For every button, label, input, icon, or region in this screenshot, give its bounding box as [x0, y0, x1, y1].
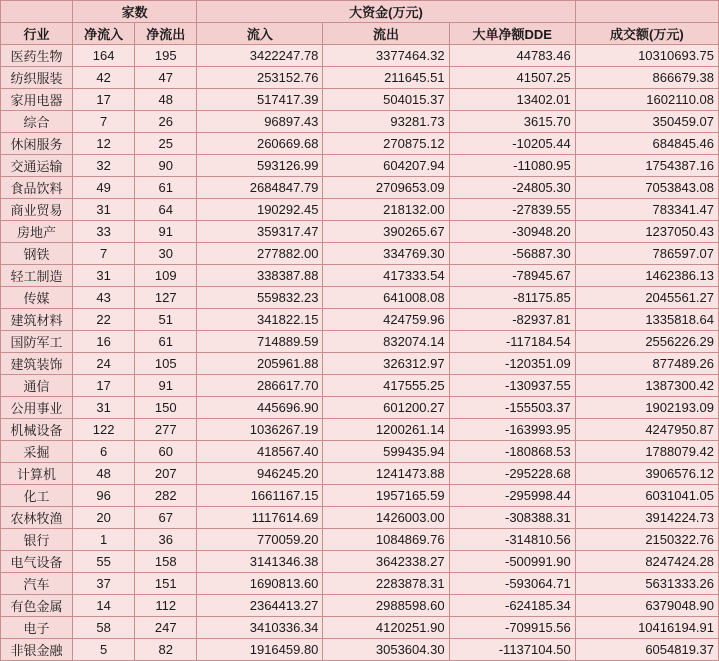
cell-turnover: 684845.46 [575, 133, 718, 155]
table-row[interactable] [1, 67, 719, 89]
cell-turnover: 2150322.76 [575, 529, 718, 551]
cell-turnover: 6031041.05 [575, 485, 718, 507]
cell-turnover: 350459.07 [575, 111, 718, 133]
cell-turnover: 786597.07 [575, 243, 718, 265]
cell-dde: -155503.37 [449, 397, 575, 419]
cell-net-outflow-count: 127 [135, 287, 197, 309]
cell-turnover: 783341.47 [575, 199, 718, 221]
cell-sector: 钢铁 [1, 243, 73, 265]
cell-dde: -27839.55 [449, 199, 575, 221]
cell-dde: -56887.30 [449, 243, 575, 265]
cell-net-outflow-count: 61 [135, 177, 197, 199]
cell-dde: -709915.56 [449, 617, 575, 639]
cell-net-inflow-count: 49 [73, 177, 135, 199]
cell-inflow: 253152.76 [197, 67, 323, 89]
cell-outflow: 93281.73 [323, 111, 449, 133]
cell-sector: 纺织服装 [1, 67, 73, 89]
cell-outflow: 326312.97 [323, 353, 449, 375]
table-row[interactable] [1, 111, 719, 133]
cell-net-outflow-count: 207 [135, 463, 197, 485]
cell-inflow: 418567.40 [197, 441, 323, 463]
cell-net-outflow-count: 25 [135, 133, 197, 155]
table-row[interactable] [1, 177, 719, 199]
cell-turnover: 1335818.64 [575, 309, 718, 331]
cell-dde: -180868.53 [449, 441, 575, 463]
cell-inflow: 338387.88 [197, 265, 323, 287]
cell-inflow: 2684847.79 [197, 177, 323, 199]
cell-sector: 计算机 [1, 463, 73, 485]
cell-inflow: 445696.90 [197, 397, 323, 419]
cell-net-inflow-count: 37 [73, 573, 135, 595]
cell-inflow: 286617.70 [197, 375, 323, 397]
cell-outflow: 417555.25 [323, 375, 449, 397]
cell-dde: -1137104.50 [449, 639, 575, 661]
cell-turnover: 3914224.73 [575, 507, 718, 529]
table-header [1, 1, 719, 45]
cell-sector: 银行 [1, 529, 73, 551]
cell-net-outflow-count: 48 [135, 89, 197, 111]
header-group-row [1, 1, 719, 23]
cell-outflow: 2283878.31 [323, 573, 449, 595]
cell-net-outflow-count: 67 [135, 507, 197, 529]
cell-net-inflow-count: 33 [73, 221, 135, 243]
cell-net-inflow-count: 12 [73, 133, 135, 155]
cell-outflow: 334769.30 [323, 243, 449, 265]
cell-outflow: 832074.14 [323, 331, 449, 353]
column-header-turnover[interactable]: 成交额(万元) [575, 23, 718, 45]
table-row[interactable] [1, 463, 719, 485]
cell-outflow: 3377464.32 [323, 45, 449, 67]
cell-net-outflow-count: 30 [135, 243, 197, 265]
cell-inflow: 341822.15 [197, 309, 323, 331]
cell-dde: -624185.34 [449, 595, 575, 617]
cell-inflow: 1661167.15 [197, 485, 323, 507]
cell-turnover: 7053843.08 [575, 177, 718, 199]
column-header-dde[interactable]: 大单净额DDE [449, 23, 575, 45]
cell-inflow: 359317.47 [197, 221, 323, 243]
cell-inflow: 277882.00 [197, 243, 323, 265]
cell-outflow: 390265.67 [323, 221, 449, 243]
cell-outflow: 1426003.00 [323, 507, 449, 529]
cell-net-outflow-count: 158 [135, 551, 197, 573]
cell-net-inflow-count: 1 [73, 529, 135, 551]
cell-dde: -593064.71 [449, 573, 575, 595]
table-row[interactable] [1, 639, 719, 661]
table-row[interactable] [1, 419, 719, 441]
cell-net-inflow-count: 42 [73, 67, 135, 89]
cell-inflow: 96897.43 [197, 111, 323, 133]
cell-inflow: 3410336.34 [197, 617, 323, 639]
cell-outflow: 1084869.76 [323, 529, 449, 551]
cell-dde: -120351.09 [449, 353, 575, 375]
cell-dde: -117184.54 [449, 331, 575, 353]
cell-outflow: 1957165.59 [323, 485, 449, 507]
cell-inflow: 517417.39 [197, 89, 323, 111]
header-column-row [1, 23, 719, 45]
cell-sector: 轻工制造 [1, 265, 73, 287]
table-row[interactable] [1, 573, 719, 595]
table-row[interactable] [1, 243, 719, 265]
cell-net-outflow-count: 36 [135, 529, 197, 551]
cell-net-inflow-count: 32 [73, 155, 135, 177]
cell-dde: -78945.67 [449, 265, 575, 287]
cell-net-inflow-count: 164 [73, 45, 135, 67]
cell-turnover: 1387300.42 [575, 375, 718, 397]
cell-turnover: 4247950.87 [575, 419, 718, 441]
cell-sector: 家用电器 [1, 89, 73, 111]
cell-sector: 通信 [1, 375, 73, 397]
table-row[interactable] [1, 309, 719, 331]
table-row[interactable] [1, 551, 719, 573]
cell-net-outflow-count: 150 [135, 397, 197, 419]
cell-turnover: 6379048.90 [575, 595, 718, 617]
cell-outflow: 601200.27 [323, 397, 449, 419]
cell-inflow: 593126.99 [197, 155, 323, 177]
cell-inflow: 2364413.27 [197, 595, 323, 617]
cell-inflow: 1117614.69 [197, 507, 323, 529]
table-row[interactable] [1, 485, 719, 507]
cell-net-inflow-count: 22 [73, 309, 135, 331]
cell-net-inflow-count: 31 [73, 265, 135, 287]
cell-inflow: 3141346.38 [197, 551, 323, 573]
cell-net-inflow-count: 17 [73, 89, 135, 111]
cell-turnover: 1788079.42 [575, 441, 718, 463]
cell-inflow: 205961.88 [197, 353, 323, 375]
cell-sector: 汽车 [1, 573, 73, 595]
cell-net-outflow-count: 64 [135, 199, 197, 221]
cell-dde: -10205.44 [449, 133, 575, 155]
header-group-blank [1, 1, 73, 23]
table-row[interactable] [1, 353, 719, 375]
cell-inflow: 946245.20 [197, 463, 323, 485]
header-group-count: 家数 [73, 1, 197, 23]
cell-outflow: 270875.12 [323, 133, 449, 155]
cell-turnover: 2556226.29 [575, 331, 718, 353]
table-row[interactable] [1, 155, 719, 177]
cell-sector: 房地产 [1, 221, 73, 243]
cell-sector: 食品饮料 [1, 177, 73, 199]
cell-net-inflow-count: 7 [73, 111, 135, 133]
cell-dde: 13402.01 [449, 89, 575, 111]
column-header-outflow[interactable]: 流出 [323, 23, 449, 45]
column-header-sector[interactable]: 行业 [1, 23, 73, 45]
cell-sector: 电子 [1, 617, 73, 639]
cell-turnover: 1602110.08 [575, 89, 718, 111]
cell-outflow: 4120251.90 [323, 617, 449, 639]
table-row[interactable] [1, 595, 719, 617]
cell-dde: -163993.95 [449, 419, 575, 441]
cell-outflow: 641008.08 [323, 287, 449, 309]
cell-turnover: 1237050.43 [575, 221, 718, 243]
cell-dde: -24805.30 [449, 177, 575, 199]
cell-outflow: 417333.54 [323, 265, 449, 287]
cell-net-inflow-count: 48 [73, 463, 135, 485]
table-row[interactable] [1, 199, 719, 221]
cell-sector: 休闲服务 [1, 133, 73, 155]
cell-turnover: 1462386.13 [575, 265, 718, 287]
header-group-money: 大资金(万元) [197, 1, 576, 23]
cell-inflow: 260669.68 [197, 133, 323, 155]
column-header-net-inflow-count[interactable]: 净流入 [73, 23, 135, 45]
cell-net-outflow-count: 105 [135, 353, 197, 375]
column-header-net-outflow-count[interactable]: 净流出 [135, 23, 197, 45]
table-row[interactable] [1, 221, 719, 243]
cell-dde: 3615.70 [449, 111, 575, 133]
cell-inflow: 1036267.19 [197, 419, 323, 441]
cell-inflow: 190292.45 [197, 199, 323, 221]
table-row[interactable] [1, 617, 719, 639]
cell-net-inflow-count: 122 [73, 419, 135, 441]
cell-net-outflow-count: 151 [135, 573, 197, 595]
cell-outflow: 211645.51 [323, 67, 449, 89]
cell-net-inflow-count: 31 [73, 199, 135, 221]
cell-sector: 交通运输 [1, 155, 73, 177]
cell-net-outflow-count: 82 [135, 639, 197, 661]
cell-outflow: 3642338.27 [323, 551, 449, 573]
cell-sector: 建筑装饰 [1, 353, 73, 375]
cell-net-inflow-count: 16 [73, 331, 135, 353]
cell-net-outflow-count: 60 [135, 441, 197, 463]
cell-sector: 电气设备 [1, 551, 73, 573]
cell-net-outflow-count: 109 [135, 265, 197, 287]
cell-net-inflow-count: 96 [73, 485, 135, 507]
cell-net-inflow-count: 5 [73, 639, 135, 661]
cell-net-inflow-count: 58 [73, 617, 135, 639]
cell-outflow: 1200261.14 [323, 419, 449, 441]
cell-net-inflow-count: 43 [73, 287, 135, 309]
cell-net-inflow-count: 6 [73, 441, 135, 463]
cell-inflow: 3422247.78 [197, 45, 323, 67]
cell-dde: -308388.31 [449, 507, 575, 529]
cell-dde: -82937.81 [449, 309, 575, 331]
cell-dde: -30948.20 [449, 221, 575, 243]
table-row[interactable] [1, 133, 719, 155]
table-row[interactable] [1, 265, 719, 287]
cell-net-inflow-count: 7 [73, 243, 135, 265]
cell-net-outflow-count: 195 [135, 45, 197, 67]
table-row[interactable] [1, 287, 719, 309]
cell-turnover: 10310693.75 [575, 45, 718, 67]
cell-sector: 传媒 [1, 287, 73, 309]
cell-turnover: 877489.26 [575, 353, 718, 375]
cell-turnover: 1902193.09 [575, 397, 718, 419]
cell-turnover: 5631333.26 [575, 573, 718, 595]
cell-dde: -295228.68 [449, 463, 575, 485]
cell-sector: 非银金融 [1, 639, 73, 661]
table-row[interactable] [1, 45, 719, 67]
table-row[interactable] [1, 89, 719, 111]
cell-outflow: 604207.94 [323, 155, 449, 177]
cell-dde: 41507.25 [449, 67, 575, 89]
cell-outflow: 1241473.88 [323, 463, 449, 485]
cell-outflow: 424759.96 [323, 309, 449, 331]
cell-sector: 机械设备 [1, 419, 73, 441]
cell-sector: 农林牧渔 [1, 507, 73, 529]
cell-net-inflow-count: 31 [73, 397, 135, 419]
table-row[interactable] [1, 441, 719, 463]
cell-turnover: 1754387.16 [575, 155, 718, 177]
cell-outflow: 599435.94 [323, 441, 449, 463]
cell-net-outflow-count: 51 [135, 309, 197, 331]
cell-sector: 国防军工 [1, 331, 73, 353]
cell-outflow: 2709653.09 [323, 177, 449, 199]
cell-dde: -11080.95 [449, 155, 575, 177]
cell-turnover: 3906576.12 [575, 463, 718, 485]
cell-net-outflow-count: 90 [135, 155, 197, 177]
column-header-inflow[interactable]: 流入 [197, 23, 323, 45]
table-row[interactable] [1, 331, 719, 353]
cell-turnover: 8247424.28 [575, 551, 718, 573]
cell-net-outflow-count: 112 [135, 595, 197, 617]
cell-net-outflow-count: 91 [135, 221, 197, 243]
cell-net-inflow-count: 17 [73, 375, 135, 397]
cell-turnover: 6054819.37 [575, 639, 718, 661]
cell-dde: -81175.85 [449, 287, 575, 309]
cell-net-outflow-count: 91 [135, 375, 197, 397]
cell-inflow: 714889.59 [197, 331, 323, 353]
cell-sector: 有色金属 [1, 595, 73, 617]
cell-inflow: 1916459.80 [197, 639, 323, 661]
cell-sector: 采掘 [1, 441, 73, 463]
cell-outflow: 218132.00 [323, 199, 449, 221]
cell-net-outflow-count: 277 [135, 419, 197, 441]
cell-net-inflow-count: 20 [73, 507, 135, 529]
cell-inflow: 559832.23 [197, 287, 323, 309]
cell-net-inflow-count: 55 [73, 551, 135, 573]
cell-sector: 商业贸易 [1, 199, 73, 221]
cell-sector: 公用事业 [1, 397, 73, 419]
cell-sector: 建筑材料 [1, 309, 73, 331]
cell-sector: 医药生物 [1, 45, 73, 67]
cell-net-inflow-count: 14 [73, 595, 135, 617]
table-row[interactable] [1, 529, 719, 551]
cell-net-inflow-count: 24 [73, 353, 135, 375]
cell-net-outflow-count: 282 [135, 485, 197, 507]
table-row[interactable] [1, 375, 719, 397]
table-body [1, 45, 719, 661]
cell-outflow: 3053604.30 [323, 639, 449, 661]
cell-dde: -314810.56 [449, 529, 575, 551]
cell-outflow: 2988598.60 [323, 595, 449, 617]
cell-dde: 44783.46 [449, 45, 575, 67]
header-group-amount [575, 1, 718, 23]
cell-dde: -295998.44 [449, 485, 575, 507]
cell-outflow: 504015.37 [323, 89, 449, 111]
cell-dde: -130937.55 [449, 375, 575, 397]
cell-inflow: 770059.20 [197, 529, 323, 551]
cell-net-outflow-count: 61 [135, 331, 197, 353]
table-row[interactable] [1, 397, 719, 419]
cell-net-outflow-count: 247 [135, 617, 197, 639]
cell-dde: -500991.90 [449, 551, 575, 573]
cell-net-outflow-count: 26 [135, 111, 197, 133]
cell-turnover: 866679.38 [575, 67, 718, 89]
cell-turnover: 10416194.91 [575, 617, 718, 639]
cell-inflow: 1690813.60 [197, 573, 323, 595]
cell-turnover: 2045561.27 [575, 287, 718, 309]
cell-net-outflow-count: 47 [135, 67, 197, 89]
cell-sector: 化工 [1, 485, 73, 507]
cell-sector: 综合 [1, 111, 73, 133]
table-row[interactable] [1, 507, 719, 529]
